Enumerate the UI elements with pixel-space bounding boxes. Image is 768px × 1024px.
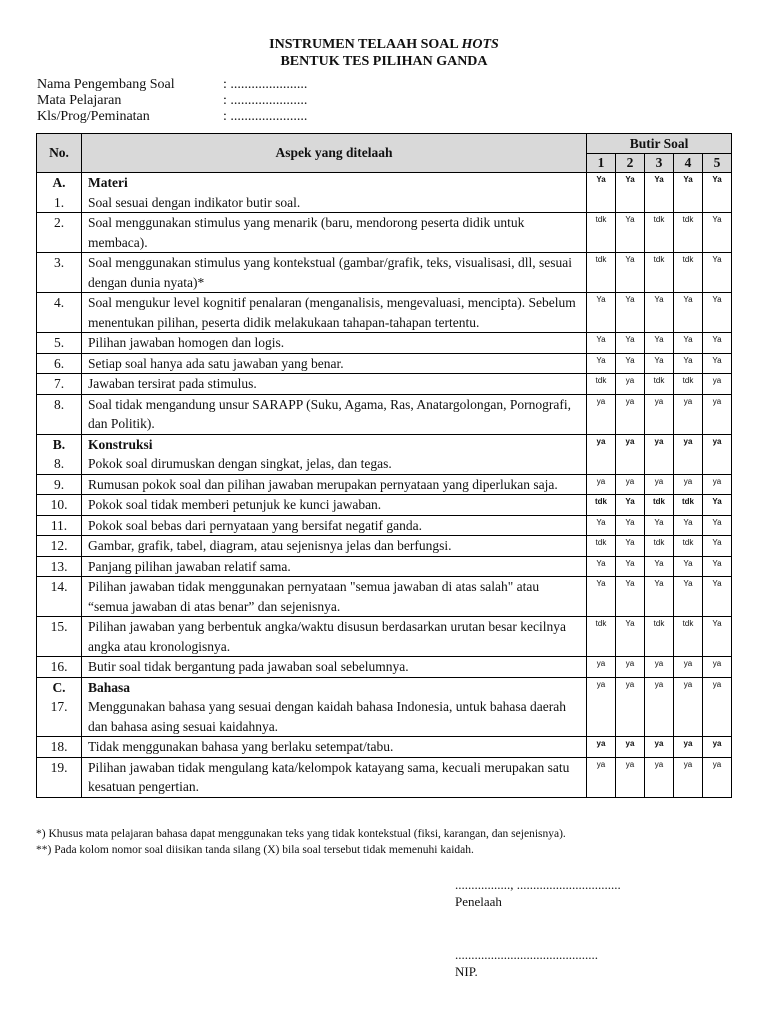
signature-role: Penelaah <box>455 894 502 909</box>
butir-5-value: ya <box>703 657 732 678</box>
aspect-cell <box>82 577 587 617</box>
butir-5-value: Ya <box>703 536 732 557</box>
aspect-cell <box>82 495 587 516</box>
table-row <box>37 333 732 354</box>
table-row <box>37 213 732 253</box>
butir-4-value: tdk <box>674 374 703 395</box>
table-row <box>37 495 732 516</box>
butir-2-value: Ya <box>616 173 645 213</box>
table-row <box>37 757 732 797</box>
aspect-cell <box>82 677 587 737</box>
footnote-2: **) Pada kolom nomor soal diisikan tanda silang (X) bila soal tersebut tidak memenuhi kaidah. <box>36 844 474 856</box>
aspect-cell <box>82 213 587 253</box>
butir-1-value: Ya <box>587 333 616 354</box>
item-number: 6. <box>53 355 65 371</box>
butir-1-value: Ya <box>587 577 616 617</box>
aspect-cell <box>82 757 587 797</box>
butir-3-value: tdk <box>645 374 674 395</box>
aspect-cell <box>82 536 587 557</box>
butir-3-value: tdk <box>645 536 674 557</box>
butir-4-value: Ya <box>674 173 703 213</box>
butir-1-value: tdk <box>587 617 616 657</box>
butir-4-value: tdk <box>674 536 703 557</box>
butir-4-value: ya <box>674 677 703 737</box>
butir-5-value: Ya <box>703 253 732 293</box>
butir-3-value: Ya <box>645 556 674 577</box>
butir-5-value: ya <box>703 757 732 797</box>
row-number-cell <box>37 536 82 557</box>
row-number-cell <box>37 293 82 333</box>
aspect-cell <box>82 333 587 354</box>
butir-1-value: tdk <box>587 253 616 293</box>
butir-5-value: Ya <box>703 556 732 577</box>
butir-5-value: Ya <box>703 515 732 536</box>
item-number: 9. <box>53 476 65 492</box>
butir-3-value: tdk <box>645 253 674 293</box>
butir-5-value: ya <box>703 474 732 495</box>
butir-4-value: ya <box>674 657 703 678</box>
butir-4-value: tdk <box>674 213 703 253</box>
butir-2-value: ya <box>616 374 645 395</box>
butir-2-value: ya <box>616 757 645 797</box>
signature-place-date: ................., ................................ <box>455 877 621 892</box>
aspect-cell <box>82 474 587 495</box>
aspect-text: Pilihan jawaban yang berbentuk angka/waktu disusun berdasarkan urutan besar kecilnya angka atau kronologisnya. <box>88 619 566 654</box>
table-row <box>37 515 732 536</box>
butir-number: 5 <box>703 154 732 173</box>
butir-4-value: ya <box>674 757 703 797</box>
aspect-cell <box>82 556 587 577</box>
row-number-cell <box>37 333 82 354</box>
section-letter: A. <box>52 175 66 190</box>
butir-2-value: Ya <box>616 556 645 577</box>
table-row <box>37 434 732 474</box>
table-row <box>37 657 732 678</box>
aspect-text: Soal menggunakan stimulus yang menarik (baru, mendorong peserta didik untuk membaca). <box>88 215 525 250</box>
row-number-cell <box>37 617 82 657</box>
footnote-1: *) Khusus mata pelajaran bahasa dapat menggunakan teks yang tidak kontekstual (fiksi, karangan, dan sejenisnya). <box>36 828 566 840</box>
butir-4-value: Ya <box>674 515 703 536</box>
table-row <box>37 253 732 293</box>
aspect-cell <box>82 293 587 333</box>
butir-2-value: Ya <box>616 253 645 293</box>
aspect-cell <box>82 737 587 758</box>
signature-name-line: ............................................ <box>455 947 598 962</box>
aspect-cell <box>82 617 587 657</box>
butir-1-value: tdk <box>587 536 616 557</box>
item-number: 1. <box>53 194 65 210</box>
aspect-cell <box>82 394 587 434</box>
aspect-cell <box>82 173 587 213</box>
item-number: 11. <box>50 517 68 533</box>
butir-4-value: tdk <box>674 495 703 516</box>
item-number: 10. <box>50 497 68 512</box>
section-letter: B. <box>52 436 66 452</box>
butir-2-value: ya <box>616 434 645 474</box>
butir-2-value: Ya <box>616 617 645 657</box>
identity-label: Nama Pengembang Soal <box>37 77 175 92</box>
row-number-cell <box>37 474 82 495</box>
butir-1-value: ya <box>587 757 616 797</box>
butir-3-value: tdk <box>645 495 674 516</box>
aspect-cell <box>82 434 587 474</box>
butir-2-value: Ya <box>616 353 645 374</box>
butir-2-value: ya <box>616 737 645 758</box>
butir-2-value: ya <box>616 657 645 678</box>
aspect-text: Pokok soal bebas dari pernyataan yang bersifat negatif ganda. <box>88 517 423 533</box>
butir-3-value: Ya <box>645 293 674 333</box>
butir-4-value: Ya <box>674 556 703 577</box>
table-row <box>37 394 732 434</box>
row-number-cell <box>37 556 82 577</box>
butir-1-value: tdk <box>587 374 616 395</box>
butir-1-value: ya <box>587 737 616 758</box>
butir-5-value: Ya <box>703 617 732 657</box>
aspect-text: Panjang pilihan jawaban relatif sama. <box>88 558 291 574</box>
butir-3-value: Ya <box>645 515 674 536</box>
butir-5-value: Ya <box>703 173 732 213</box>
butir-5-value: ya <box>703 737 732 758</box>
item-number: 15. <box>50 619 68 634</box>
item-number: 17. <box>50 699 68 714</box>
butir-number: 3 <box>645 154 674 173</box>
butir-3-value: tdk <box>645 213 674 253</box>
item-number: 5. <box>53 335 65 350</box>
identity-row-class <box>37 109 307 125</box>
item-number: 12. <box>50 538 68 553</box>
identity-value: : ...................... <box>223 77 308 92</box>
document-subtitle: BENTUK TES PILIHAN GANDA <box>280 54 488 69</box>
item-number: 19. <box>50 759 68 775</box>
aspect-text: Rumusan pokok soal dan pilihan jawaban merupakan pernyataan yang diperlukan saja. <box>88 476 558 492</box>
butir-4-value: ya <box>674 394 703 434</box>
butir-2-value: ya <box>616 394 645 434</box>
item-number: 13. <box>50 558 68 574</box>
header-aspek: Aspek yang ditelaah <box>82 134 587 173</box>
signature-nip: NIP. <box>455 964 478 979</box>
row-number-cell <box>37 677 82 737</box>
butir-1-value: tdk <box>587 213 616 253</box>
table-row <box>37 293 732 333</box>
butir-number: 2 <box>616 154 645 173</box>
butir-5-value: Ya <box>703 333 732 354</box>
aspect-cell <box>82 515 587 536</box>
butir-3-value: tdk <box>645 617 674 657</box>
butir-3-value: ya <box>645 657 674 678</box>
butir-number: 4 <box>674 154 703 173</box>
butir-1-value: Ya <box>587 515 616 536</box>
butir-5-value: Ya <box>703 213 732 253</box>
item-number: 8. <box>53 456 65 471</box>
row-number-cell <box>37 213 82 253</box>
aspect-text: Setiap soal hanya ada satu jawaban yang benar. <box>88 355 344 371</box>
aspect-text: Butir soal tidak bergantung pada jawaban soal sebelumnya. <box>88 659 409 674</box>
table-row <box>37 577 732 617</box>
butir-2-value: ya <box>616 677 645 737</box>
row-number-cell <box>37 394 82 434</box>
table-row <box>37 173 732 213</box>
section-title: Bahasa <box>88 679 131 695</box>
title-hots: HOTS <box>461 37 499 52</box>
row-number-cell <box>37 353 82 374</box>
aspect-text: Soal mengukur level kognitif penalaran (menganalisis, mengevaluasi, mencipta). Sebelum menentukan pilihan, peserta didik melakukaan tahapan-tahapan tertentu. <box>88 295 576 330</box>
table-row <box>37 353 732 374</box>
header-no: No. <box>37 134 82 173</box>
butir-5-value: ya <box>703 394 732 434</box>
item-number: 3. <box>53 255 65 270</box>
butir-4-value: ya <box>674 434 703 474</box>
butir-4-value: tdk <box>674 617 703 657</box>
butir-1-value: ya <box>587 677 616 737</box>
butir-1-value: ya <box>587 657 616 678</box>
aspect-text: Pilihan jawaban tidak mengulang kata/kelompok katayang sama, kecuali merupakan satu kesatuan pengertian. <box>88 759 570 794</box>
row-number-cell <box>37 757 82 797</box>
aspect-text: Soal menggunakan stimulus yang kontekstual (gambar/grafik, teks, visualisasi, dll, sesuai dengan dunia nyata)* <box>88 255 573 290</box>
butir-3-value: ya <box>645 474 674 495</box>
row-number-cell <box>37 737 82 758</box>
butir-5-value: Ya <box>703 353 732 374</box>
aspect-cell <box>82 374 587 395</box>
butir-number: 1 <box>587 154 616 173</box>
butir-1-value: Ya <box>587 293 616 333</box>
butir-4-value: Ya <box>674 353 703 374</box>
identity-value: : ...................... <box>223 109 308 124</box>
butir-4-value: Ya <box>674 293 703 333</box>
butir-1-value: Ya <box>587 556 616 577</box>
section-title: Materi <box>88 175 128 190</box>
identity-label: Kls/Prog/Peminatan <box>37 109 150 124</box>
table-row <box>37 374 732 395</box>
butir-1-value: Ya <box>587 173 616 213</box>
aspect-text: Soal tidak mengandung unsur SARAPP (Suku, Agama, Ras, Anatargolongan, Pornografi, dan Politik). <box>88 396 571 431</box>
butir-5-value: Ya <box>703 495 732 516</box>
row-number-cell <box>37 374 82 395</box>
butir-2-value: Ya <box>616 536 645 557</box>
table-row <box>37 474 732 495</box>
identity-row-developer <box>37 77 307 93</box>
butir-1-value: ya <box>587 394 616 434</box>
butir-4-value: ya <box>674 474 703 495</box>
butir-2-value: Ya <box>616 577 645 617</box>
aspect-text: Pokok soal dirumuskan dengan singkat, jelas, dan tegas. <box>88 456 392 471</box>
table-row <box>37 556 732 577</box>
butir-2-value: Ya <box>616 515 645 536</box>
table-row <box>37 737 732 758</box>
butir-2-value: Ya <box>616 333 645 354</box>
aspect-cell <box>82 353 587 374</box>
butir-5-value: ya <box>703 374 732 395</box>
aspect-text: Jawaban tersirat pada stimulus. <box>88 376 257 391</box>
row-number-cell <box>37 434 82 474</box>
aspect-text: Pilihan jawaban tidak menggunakan pernyataan "semua jawaban di atas salah" atau “semua jawaban di atas benar” dan sejenisnya. <box>88 579 540 614</box>
table-row <box>37 617 732 657</box>
item-number: 4. <box>53 295 65 310</box>
item-number: 7. <box>53 376 65 391</box>
butir-4-value: Ya <box>674 333 703 354</box>
header-butir-soal: Butir Soal <box>587 134 732 154</box>
row-number-cell <box>37 253 82 293</box>
butir-4-value: ya <box>674 737 703 758</box>
butir-5-value: ya <box>703 677 732 737</box>
butir-1-value: ya <box>587 474 616 495</box>
butir-5-value: Ya <box>703 577 732 617</box>
butir-1-value: tdk <box>587 495 616 516</box>
butir-3-value: Ya <box>645 353 674 374</box>
item-number: 18. <box>50 739 68 754</box>
item-number: 16. <box>50 659 68 674</box>
section-title: Konstruksi <box>88 436 153 452</box>
item-number: 2. <box>53 215 65 230</box>
butir-5-value: ya <box>703 434 732 474</box>
aspect-text: Tidak menggunakan bahasa yang berlaku setempat/tabu. <box>88 739 394 754</box>
identity-row-subject <box>37 93 307 109</box>
aspect-text: Gambar, grafik, tabel, diagram, atau sejenisnya jelas dan berfungsi. <box>88 538 452 553</box>
butir-3-value: Ya <box>645 577 674 617</box>
item-number: 8. <box>53 396 65 412</box>
aspect-text: Pilihan jawaban homogen dan logis. <box>88 335 285 350</box>
identity-value: : ...................... <box>223 93 308 108</box>
aspect-text: Menggunakan bahasa yang sesuai dengan kaidah bahasa Indonesia, untuk bahasa daerah dan bahasa asing sesuai kaidahnya. <box>88 699 566 734</box>
butir-4-value: tdk <box>674 253 703 293</box>
butir-2-value: Ya <box>616 495 645 516</box>
section-letter: C. <box>52 679 66 695</box>
aspect-text: Pokok soal tidak memberi petunjuk ke kunci jawaban. <box>88 497 382 512</box>
butir-3-value: ya <box>645 677 674 737</box>
document-title <box>0 36 768 53</box>
butir-3-value: Ya <box>645 173 674 213</box>
row-number-cell <box>37 495 82 516</box>
butir-1-value: Ya <box>587 353 616 374</box>
aspect-cell <box>82 657 587 678</box>
butir-1-value: ya <box>587 434 616 474</box>
row-number-cell <box>37 577 82 617</box>
item-number: 14. <box>50 579 68 594</box>
aspect-text: Soal sesuai dengan indikator butir soal. <box>88 194 301 210</box>
aspect-cell <box>82 253 587 293</box>
table-row <box>37 536 732 557</box>
butir-2-value: Ya <box>616 293 645 333</box>
row-number-cell <box>37 515 82 536</box>
butir-2-value: ya <box>616 474 645 495</box>
row-number-cell <box>37 657 82 678</box>
butir-5-value: Ya <box>703 293 732 333</box>
butir-3-value: ya <box>645 434 674 474</box>
butir-3-value: ya <box>645 757 674 797</box>
identity-label: Mata Pelajaran <box>37 93 122 108</box>
butir-3-value: Ya <box>645 333 674 354</box>
butir-2-value: Ya <box>616 213 645 253</box>
row-number-cell <box>37 173 82 213</box>
table-row <box>37 677 732 737</box>
title-prefix: INSTRUMEN TELAAH SOAL <box>269 37 462 52</box>
butir-4-value: Ya <box>674 577 703 617</box>
butir-3-value: ya <box>645 394 674 434</box>
review-table <box>36 133 732 798</box>
butir-3-value: ya <box>645 737 674 758</box>
